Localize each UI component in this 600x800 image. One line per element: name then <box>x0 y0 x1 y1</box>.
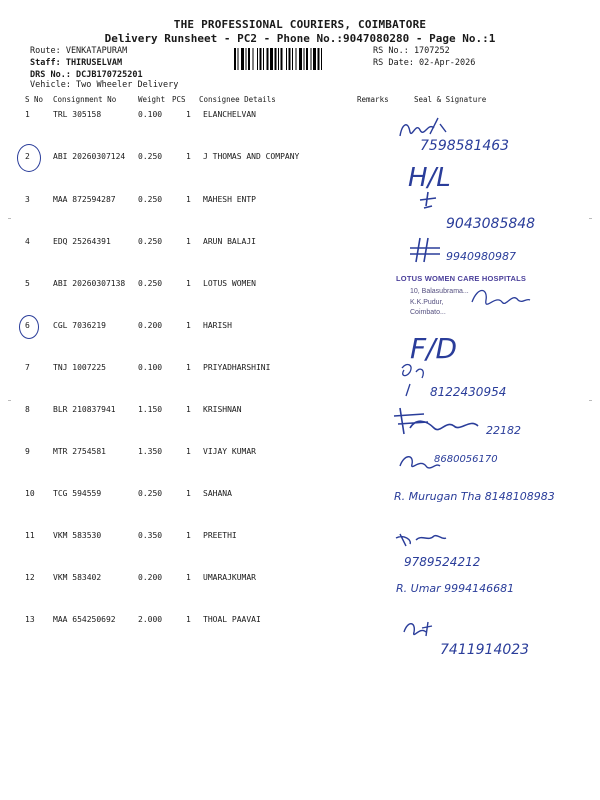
row-sno: 10 <box>25 489 35 498</box>
row-consignment: MTR 2754581 <box>53 447 106 456</box>
signature-10 <box>380 482 590 530</box>
row-weight: 0.250 <box>138 152 163 161</box>
row-sno: 5 <box>25 279 30 288</box>
row-weight: 0.250 <box>138 195 163 204</box>
row-pcs: 1 <box>186 237 191 246</box>
signature-12 <box>380 570 590 618</box>
row-consignee: HARISH <box>203 321 232 330</box>
col-consignment: Consignment No <box>53 95 117 104</box>
svg-text:8122430954: 8122430954 <box>430 385 507 399</box>
col-weight: Weight <box>138 95 166 104</box>
row-pcs: 1 <box>186 405 191 414</box>
row-pcs: 1 <box>186 279 191 288</box>
row-pcs: 1 <box>186 531 191 540</box>
row-pcs: 1 <box>186 363 191 372</box>
margin-tick <box>589 400 592 401</box>
row-consignee: UMARAJKUMAR <box>203 573 256 582</box>
svg-text:8680056170: 8680056170 <box>434 454 498 465</box>
signature-7 <box>380 356 590 404</box>
row-sno: 1 <box>25 110 30 119</box>
row-weight: 0.250 <box>138 279 163 288</box>
row-sno: 13 <box>25 615 35 624</box>
svg-text:F/D: F/D <box>410 332 458 365</box>
row-sno: 9 <box>25 447 30 456</box>
row-weight: 0.250 <box>138 489 163 498</box>
signature-13 <box>380 612 590 660</box>
drs-label: DRS No.: DCJB170725201 <box>30 70 143 80</box>
row-consignment: TCG 594559 <box>53 489 102 498</box>
row-sno: 11 <box>25 531 35 540</box>
company-title: THE PROFESSIONAL COURIERS, COIMBATORE <box>173 18 427 31</box>
row-consignee: THOAL PAAVAI <box>203 615 261 624</box>
row-consignee: SAHANA <box>203 489 232 498</box>
col-remarks: Remarks <box>357 95 389 104</box>
runsheet-subtitle: Delivery Runsheet - PC2 - Phone No.:9047080280 - Page No.:1 <box>104 32 496 45</box>
row-pcs: 1 <box>186 195 191 204</box>
row-consignment: MAA 654250692 <box>53 615 116 624</box>
col-consignee: Consignee Details <box>199 95 276 104</box>
svg-text:7411914023: 7411914023 <box>440 642 530 658</box>
header-left <box>30 45 143 81</box>
row-consignment: ABI 20260307124 <box>53 152 126 161</box>
row-pcs: 1 <box>186 110 191 119</box>
row-weight: 0.200 <box>138 573 163 582</box>
row-pcs: 1 <box>186 615 191 624</box>
signature-9 <box>380 440 590 488</box>
row-sno: 4 <box>25 237 30 246</box>
row-consignee: J THOMAS AND COMPANY <box>203 152 300 161</box>
row-sno: 8 <box>25 405 30 414</box>
row-consignment: CGL 7036219 <box>53 321 106 330</box>
staff-label: Staff: THIRUSELVAM <box>30 58 123 68</box>
margin-tick <box>8 400 11 401</box>
row-consignment: TRL 305158 <box>53 110 102 119</box>
row-pcs: 1 <box>186 321 191 330</box>
barcode-image <box>232 48 368 70</box>
row-consignee: PRIYADHARSHINI <box>203 363 271 372</box>
signature-5 <box>466 282 536 316</box>
row-sno: 7 <box>25 363 30 372</box>
row-consignment: TNJ 1007225 <box>53 363 106 372</box>
svg-text:9043085848: 9043085848 <box>446 216 536 232</box>
svg-text:9789524212: 9789524212 <box>404 555 481 569</box>
row-consignment: VKM 583530 <box>53 531 102 540</box>
row-weight: 0.350 <box>138 531 163 540</box>
row-pcs: 1 <box>186 489 191 498</box>
row-consignee: MAHESH ENTP <box>203 195 256 204</box>
row-sno: 12 <box>25 573 35 582</box>
row-consignee: LOTUS WOMEN <box>203 279 256 288</box>
col-sno: S No <box>25 95 44 104</box>
hospital-stamp: LOTUS WOMEN CARE HOSPITALS 10, Balasubrama... K.K.Pudur, Coimbato... <box>396 272 566 324</box>
col-pcs: PCS <box>172 95 186 104</box>
row-pcs: 1 <box>186 152 191 161</box>
svg-text:H/L: H/L <box>408 163 451 193</box>
row-consignee: VIJAY KUMAR <box>203 447 256 456</box>
margin-tick <box>589 218 592 219</box>
svg-text:R. Murugan Tha 8148108983: R. Murugan Tha 8148108983 <box>394 490 555 503</box>
vehicle-label: Vehicle: Two Wheeler Delivery <box>30 80 179 90</box>
row-weight: 1.350 <box>138 447 163 456</box>
row-weight: 0.100 <box>138 110 163 119</box>
handdrawn-circle <box>17 144 41 172</box>
row-consignment: MAA 872594287 <box>53 195 116 204</box>
row-weight: 2.000 <box>138 615 163 624</box>
row-consignment: BLR 210837941 <box>53 405 116 414</box>
row-pcs: 1 <box>186 447 191 456</box>
signature-8 <box>380 398 590 446</box>
row-consignment: EDQ 25264391 <box>53 237 111 246</box>
row-consignee: KRISHNAN <box>203 405 242 414</box>
row-consignment: VKM 583402 <box>53 573 102 582</box>
row-weight: 0.200 <box>138 321 163 330</box>
signature-11 <box>380 524 590 572</box>
signature-3 <box>380 186 590 234</box>
margin-tick <box>8 218 11 219</box>
header-right <box>373 45 475 69</box>
route-label: Route: VENKATAPURAM <box>30 46 128 56</box>
row-consignment: ABI 20260307138 <box>53 279 126 288</box>
handdrawn-circle <box>19 315 39 339</box>
svg-text:7598581463: 7598581463 <box>420 138 510 154</box>
row-weight: 0.250 <box>138 237 163 246</box>
row-sno: 6 <box>25 321 30 330</box>
svg-text:R. Umar 9994146681: R. Umar 9994146681 <box>396 582 515 595</box>
row-weight: 1.150 <box>138 405 163 414</box>
row-consignee: ARUN BALAJI <box>203 237 256 246</box>
row-pcs: 1 <box>186 573 191 582</box>
row-sno: 2 <box>25 152 30 161</box>
row-weight: 0.100 <box>138 363 163 372</box>
col-seal-signature: Seal & Signature <box>414 95 487 104</box>
row-consignee: ELANCHELVAN <box>203 110 256 119</box>
rs-date: RS Date: 02-Apr-2026 <box>373 58 476 68</box>
svg-text:22182: 22182 <box>486 424 521 437</box>
rs-number: RS No.: 1707252 <box>373 46 450 56</box>
svg-text:9940980987: 9940980987 <box>446 250 516 263</box>
row-sno: 3 <box>25 195 30 204</box>
row-consignee: PREETHI <box>203 531 237 540</box>
